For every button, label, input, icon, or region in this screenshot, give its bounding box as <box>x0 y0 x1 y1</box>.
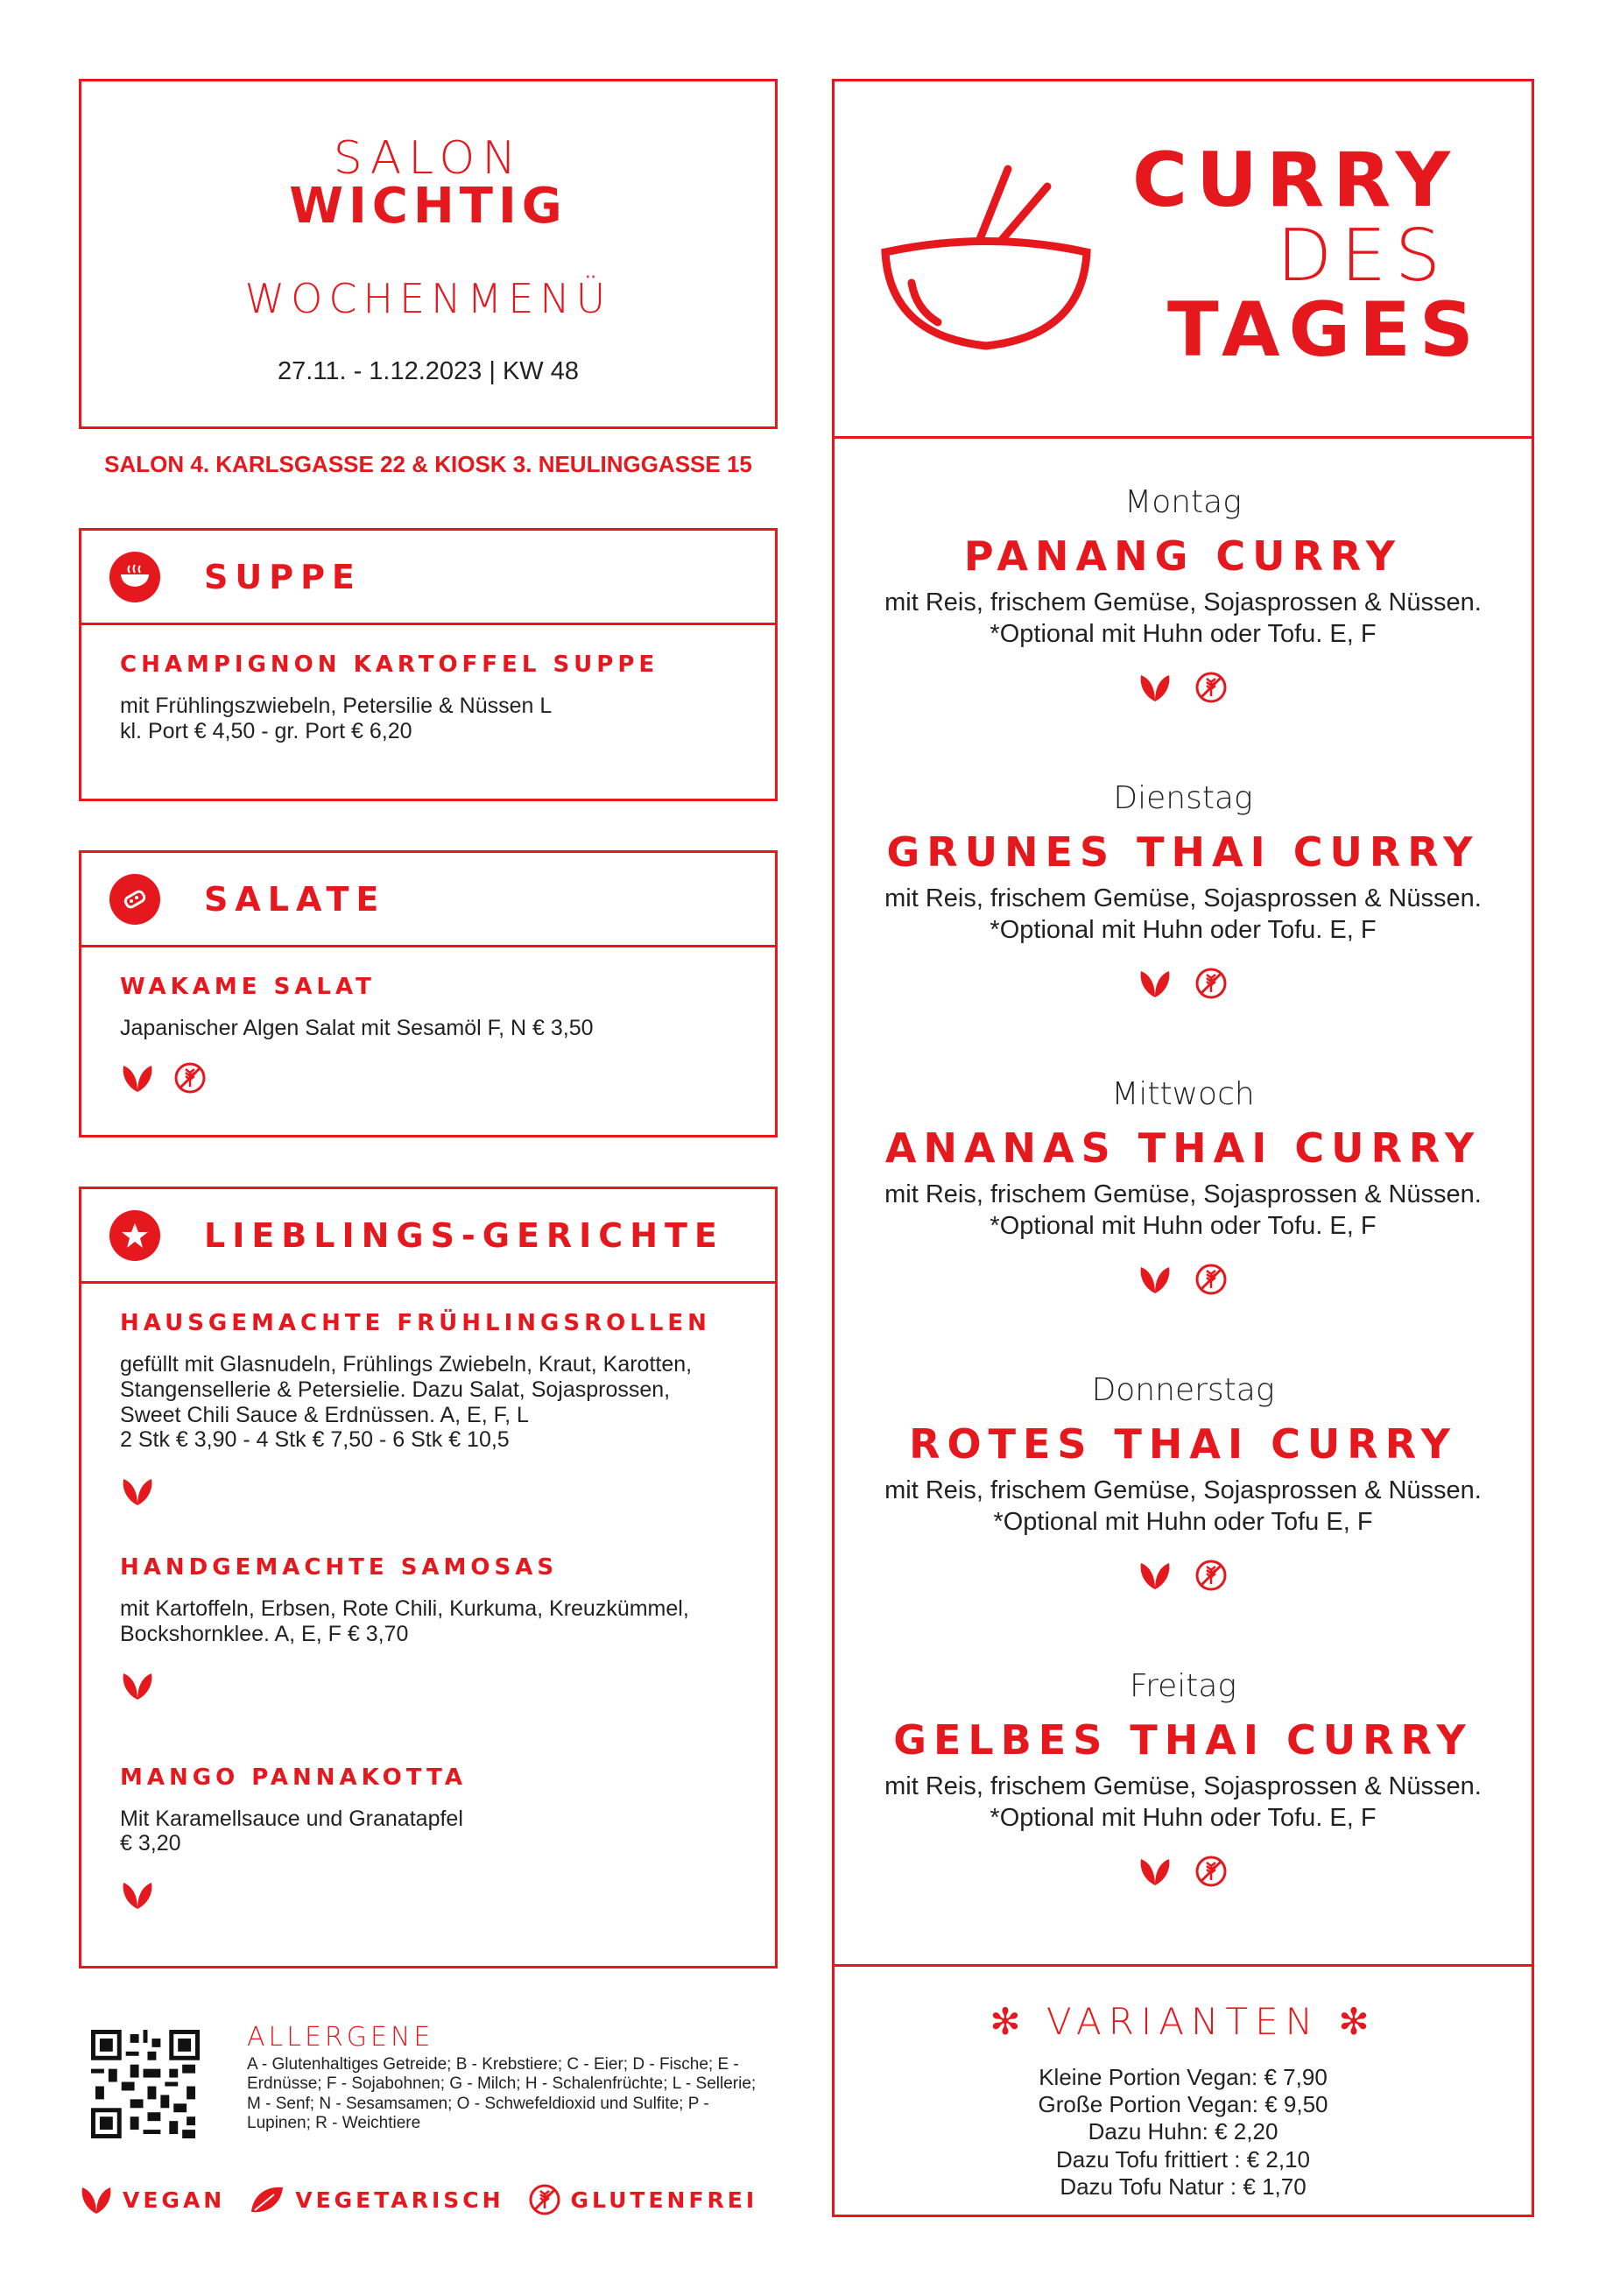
glutenfrei-icon <box>173 1060 208 1095</box>
day-name: Dienstag <box>1113 780 1253 816</box>
list-item <box>81 974 775 1095</box>
vegan-icon <box>1138 1262 1173 1297</box>
allergene-text: A - Glutenhaltiges Getreide; B - Krebstiere; C - Eier; D - Fische; E - Erdnüsse; F - Sojabohnen; G - Milch; H - Schalenfrüchte; L - Sellerie; M - Senf; N - Sesamsamen; O - Schwefeldioxid und Sulfite; P - Lupinen; R - Weichtiere <box>247 2055 757 2133</box>
vegan-icon <box>1138 1854 1173 1889</box>
qr-code[interactable] <box>91 2030 200 2138</box>
variants-title: ✻ VARIANTEN ✻ <box>990 2000 1377 2043</box>
star-icon <box>109 1210 160 1261</box>
legend-vegan: VEGAN <box>123 2187 226 2213</box>
curry-header <box>835 81 1532 439</box>
variant-item: Dazu Tofu frittiert : € 2,10 <box>1056 2145 1310 2173</box>
menu-title: WOCHENMENÜ <box>244 274 612 322</box>
glutenfrei-icon <box>1194 1262 1229 1297</box>
allergene-title: ALLERGENE <box>247 2022 434 2053</box>
vegan-icon <box>1138 1558 1173 1593</box>
salate-title: SALATE <box>204 879 386 919</box>
date-range: 27.11. - 1.12.2023 | KW 48 <box>278 356 579 385</box>
list-item <box>81 1310 775 1509</box>
item-title: HAUSGEMACHTE FRÜHLINGSROLLEN <box>120 1310 711 1336</box>
day-curry-desc: mit Reis, frischem Gemüse, Sojasprossen & Nüssen. *Optional mit Huhn oder Tofu. E, F <box>884 884 1482 945</box>
diet-marks <box>120 1060 736 1095</box>
diet-legend <box>79 2180 780 2219</box>
diet-marks <box>835 966 1532 1001</box>
glutenfrei-icon <box>1194 1854 1229 1889</box>
day-curry-desc: mit Reis, frischem Gemüse, Sojasprossen & Nüssen. *Optional mit Huhn oder Tofu. E, F <box>884 588 1482 649</box>
list-item <box>81 1554 775 1703</box>
legend-glutenfrei: GLUTENFREI <box>570 2187 758 2213</box>
variant-item: Kleine Portion Vegan: € 7,90 <box>1039 2064 1328 2090</box>
brand-line2: WICHTIG <box>289 178 567 235</box>
day-item <box>835 735 1532 1031</box>
variant-item: Große Portion Vegan: € 9,50 <box>1038 2091 1328 2118</box>
variant-item: Dazu Huhn: € 2,20 <box>1088 2118 1278 2145</box>
diet-marks <box>835 670 1532 705</box>
suppe-section <box>79 528 778 801</box>
diet-marks <box>120 1474 736 1509</box>
list-item <box>81 651 775 744</box>
item-desc: mit Kartoffeln, Erbsen, Rote Chili, Kurkuma, Kreuzkümmel, Bockshornklee. A, E, F € 3,70 <box>120 1596 689 1646</box>
variants-list <box>835 2064 1532 2201</box>
salate-header <box>81 853 775 947</box>
day-curry-name: PANANG CURRY <box>963 532 1403 580</box>
day-curry-name: ROTES THAI CURRY <box>909 1420 1457 1468</box>
glutenfrei-icon <box>1194 966 1229 1001</box>
curry-title-line1: CURRY <box>1132 137 1459 224</box>
day-curry-desc: mit Reis, frischem Gemüse, Sojasprossen & Nüssen. *Optional mit Huhn oder Tofu. E, F <box>884 1772 1482 1833</box>
vegan-icon <box>1138 966 1173 1001</box>
diet-marks <box>120 1668 736 1703</box>
day-name: Freitag <box>1129 1668 1237 1704</box>
brand-line1: SALON <box>333 132 524 185</box>
item-title: HANDGEMACHTE SAMOSAS <box>120 1554 559 1581</box>
diet-marks <box>120 1877 736 1912</box>
curry-days <box>835 439 1532 1967</box>
bowl-chopsticks-icon <box>877 160 1095 362</box>
vegan-icon <box>79 2182 114 2217</box>
soup-bowl-icon <box>109 552 160 602</box>
day-item <box>835 1327 1532 1623</box>
vegan-icon <box>1138 670 1173 705</box>
item-desc: Mit Karamellsauce und Granatapfel € 3,20 <box>120 1806 463 1856</box>
day-curry-name: GRUNES THAI CURRY <box>886 828 1480 876</box>
day-name: Mittwoch <box>1111 1076 1255 1112</box>
glutenfrei-icon <box>1194 670 1229 705</box>
header-box <box>79 79 778 429</box>
day-curry-name: GELBES THAI CURRY <box>893 1716 1473 1764</box>
day-name: Donnerstag <box>1091 1372 1275 1408</box>
vegan-icon <box>120 1060 155 1095</box>
item-title: MANGO PANNAKOTTA <box>120 1764 467 1791</box>
day-curry-desc: mit Reis, frischem Gemüse, Sojasprossen & Nüssen. *Optional mit Huhn oder Tofu. E, F <box>884 1180 1482 1241</box>
vegan-icon <box>120 1877 155 1912</box>
favorites-section <box>79 1187 778 1969</box>
legend-vegetarisch: VEGETARISCH <box>295 2187 504 2213</box>
glutenfrei-icon <box>527 2182 562 2217</box>
list-item <box>81 1764 775 1913</box>
glutenfrei-icon <box>1194 1558 1229 1593</box>
item-desc: Japanischer Algen Salat mit Sesamöl F, N € 3,50 <box>120 1016 594 1040</box>
item-desc: mit Frühlingszwiebeln, Petersilie & Nüssen L kl. Port € 4,50 - gr. Port € 6,20 <box>120 694 553 743</box>
curry-title-line3: TAGES <box>1167 286 1483 375</box>
item-title: WAKAME SALAT <box>120 974 376 1000</box>
suppe-title: SUPPE <box>204 557 362 596</box>
vegetarian-leaf-icon <box>248 2182 286 2217</box>
address: SALON 4. KARLSGASSE 22 & KIOSK 3. NEULINGGASSE 15 <box>104 451 752 477</box>
day-curry-name: ANANAS THAI CURRY <box>884 1124 1482 1172</box>
vegan-icon <box>120 1474 155 1509</box>
day-curry-desc: mit Reis, frischem Gemüse, Sojasprossen & Nüssen. *Optional mit Huhn oder Tofu E, F <box>884 1476 1482 1537</box>
curry-section <box>832 79 1534 2217</box>
vegan-icon <box>120 1668 155 1703</box>
diet-marks <box>835 1262 1532 1297</box>
day-item <box>835 1031 1532 1327</box>
item-desc: gefüllt mit Glasnudeln, Frühlings Zwiebeln, Kraut, Karotten, Stangensellerie & Petersielie. Dazu Salat, Sojasprossen, Sweet Chili Sauce & Erdnüssen. A, E, F, L 2 Stk € 3,90 - 4 Stk € 7,50 - 6 Stk € 10,5 <box>120 1352 693 1453</box>
item-title: CHAMPIGNON KARTOFFEL SUPPE <box>120 651 659 678</box>
day-item <box>835 1623 1532 1919</box>
curry-title-line2: DES <box>1277 214 1450 298</box>
suppe-header <box>81 531 775 625</box>
day-name: Montag <box>1124 484 1242 520</box>
salad-icon <box>109 874 160 925</box>
favorites-title: LIEBLINGS-GERICHTE <box>204 1215 724 1255</box>
curry-title <box>1132 137 1483 375</box>
variants <box>835 1967 1532 2201</box>
salate-section <box>79 850 778 1137</box>
diet-marks <box>835 1558 1532 1593</box>
favorites-header <box>81 1189 775 1284</box>
diet-marks <box>835 1854 1532 1889</box>
day-item <box>835 439 1532 735</box>
variant-item: Dazu Tofu Natur : € 1,70 <box>1060 2173 1307 2200</box>
